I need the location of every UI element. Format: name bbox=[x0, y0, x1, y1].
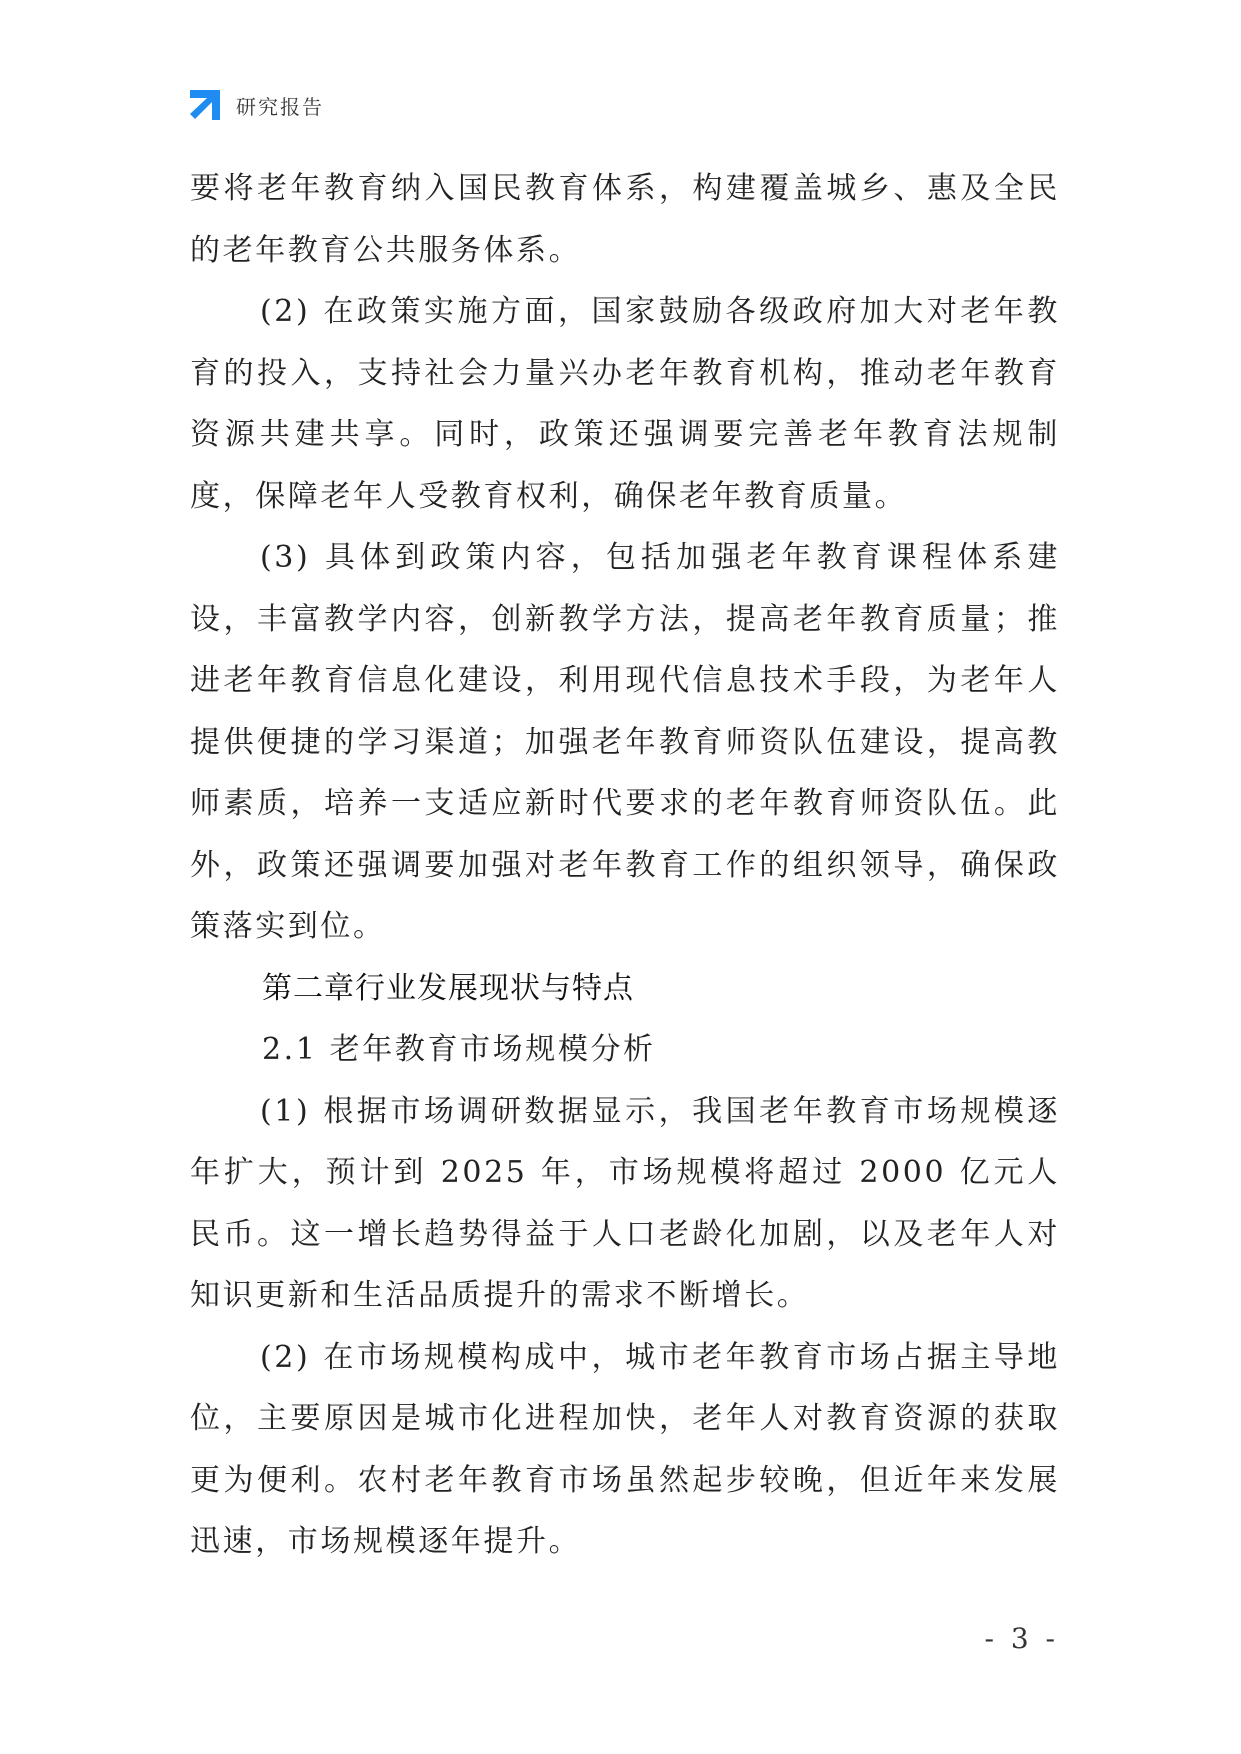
paragraph-policy-implementation: (2) 在政策实施方面，国家鼓励各级政府加大对老年教育的投入，支持社会力量兴办老年教育机构，推动老年教育资源共建共享。同时，政策还强调要完善老年教育法规制度，保障老年人受教育权利，确保老年教育质量。 bbox=[190, 294, 1060, 514]
paragraph-continuation: 要将老年教育纳入国民教育体系，构建覆盖城乡、惠及全民的老年教育公共服务体系。 bbox=[190, 171, 1060, 268]
page-header bbox=[188, 88, 324, 122]
paragraph-market-composition: (2) 在市场规模构成中，城市老年教育市场占据主导地位，主要原因是城市化进程加快，老年人对教育资源的获取更为便利。农村老年教育市场虽然起步较晚，但近年来发展迅速，市场规模逐年提升。 bbox=[190, 1339, 1060, 1559]
diagonal-arrow-logo-icon bbox=[188, 88, 222, 122]
paragraph-market-size: (1) 根据市场调研数据显示，我国老年教育市场规模逐年扩大，预计到 2025 年，市场规模将超过 2000 亿元人民币。这一增长趋势得益于人口老龄化加剧，以及老年人对知识更新和生活品质提升的需求不断增长。 bbox=[190, 1093, 1060, 1313]
paragraph-policy-content: (3) 具体到政策内容，包括加强老年教育课程体系建设，丰富教学内容，创新教学方法，提高老年教育质量；推进老年教育信息化建设，利用现代信息技术手段，为老年人提供便捷的学习渠道；加强老年教育师资队伍建设，提高教师素质，培养一支适应新时代要求的老年教育师资队伍。此外，政策还强调要加强对老年教育工作的组织领导，确保政策落实到位。 bbox=[190, 540, 1060, 944]
header-title: 研究报告 bbox=[236, 94, 324, 119]
page-number: - 3 - bbox=[984, 1622, 1059, 1655]
chapter-heading: 第二章行业发展现状与特点 bbox=[262, 970, 634, 1006]
document-body bbox=[190, 158, 1060, 1573]
section-heading: 2.1 老年教育市场规模分析 bbox=[262, 1032, 656, 1067]
